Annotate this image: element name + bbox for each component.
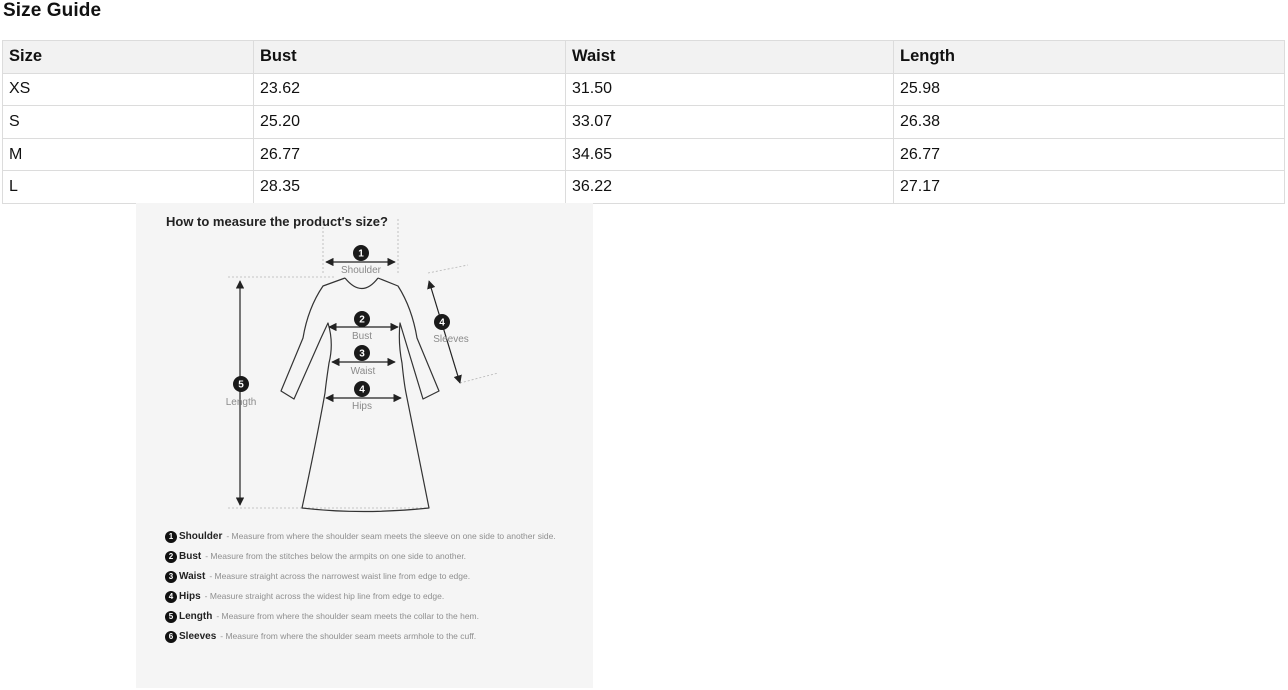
- legend-description: - Measure from the stitches below the armpits on one side to another.: [205, 551, 467, 561]
- hips-label: Hips: [351, 401, 373, 412]
- legend-number-badge: 4: [165, 591, 177, 603]
- table-row: [3, 73, 1285, 106]
- svg-text:1: 1: [358, 248, 364, 260]
- column-header-length: Length: [894, 41, 1285, 74]
- waist-label: Waist: [350, 366, 376, 377]
- legend-description: - Measure from where the shoulder seam meets the sleeve on one side to another side.: [226, 531, 556, 541]
- legend-item-sleeves: [165, 630, 575, 643]
- measurement-legend: [165, 530, 575, 650]
- svg-text:4: 4: [359, 384, 365, 396]
- cell-length: 27.17: [894, 171, 1285, 204]
- legend-item-bust: [165, 550, 575, 563]
- cell-size: S: [3, 106, 254, 139]
- cell-waist: 34.65: [566, 138, 894, 171]
- svg-text:3: 3: [359, 348, 365, 360]
- cell-waist: 31.50: [566, 73, 894, 106]
- hips-marker: [352, 381, 372, 412]
- cell-bust: 25.20: [254, 106, 566, 139]
- column-header-waist: Waist: [566, 41, 894, 74]
- sleeves-label: Sleeves: [433, 334, 469, 345]
- legend-number-badge: 5: [165, 611, 177, 623]
- length-label: Length: [225, 397, 257, 408]
- svg-text:4: 4: [439, 317, 445, 329]
- legend-number-badge: 1: [165, 531, 177, 543]
- sleeves-marker: [433, 314, 469, 345]
- legend-item-length: [165, 610, 575, 623]
- legend-description: - Measure from where the shoulder seam meets the collar to the hem.: [216, 611, 480, 621]
- cell-size: L: [3, 171, 254, 204]
- cell-length: 25.98: [894, 73, 1285, 106]
- cell-length: 26.38: [894, 106, 1285, 139]
- table-row: [3, 138, 1285, 171]
- table-row: [3, 171, 1285, 204]
- cell-waist: 36.22: [566, 171, 894, 204]
- measurement-arrows: [240, 262, 460, 505]
- measurement-guide-image: [136, 203, 593, 688]
- legend-description: - Measure straight across the narrowest waist line from edge to edge.: [209, 571, 471, 581]
- length-marker: [226, 376, 257, 408]
- cell-length: 26.77: [894, 138, 1285, 171]
- shoulder-marker: [341, 245, 382, 276]
- size-table: [2, 40, 1285, 204]
- bust-label: Bust: [351, 331, 373, 342]
- legend-description: - Measure from where the shoulder seam meets armhole to the cuff.: [220, 631, 477, 641]
- legend-item-shoulder: [165, 530, 575, 543]
- column-header-bust: Bust: [254, 41, 566, 74]
- cell-bust: 23.62: [254, 73, 566, 106]
- waist-marker: [351, 345, 376, 377]
- sleeves-arrow: [429, 281, 460, 383]
- legend-name: Shoulder: [179, 531, 223, 542]
- measurement-guide-title: How to measure the product's size?: [166, 214, 388, 229]
- legend-number-badge: 6: [165, 631, 177, 643]
- legend-name: Hips: [179, 591, 201, 602]
- legend-name: Sleeves: [179, 631, 217, 642]
- cell-bust: 26.77: [254, 138, 566, 171]
- legend-item-waist: [165, 570, 575, 583]
- legend-name: Length: [179, 611, 213, 622]
- cell-waist: 33.07: [566, 106, 894, 139]
- legend-number-badge: 3: [165, 571, 177, 583]
- legend-name: Waist: [179, 571, 206, 582]
- page-title: Size Guide: [3, 0, 102, 21]
- cell-size: M: [3, 138, 254, 171]
- table-row: [3, 106, 1285, 139]
- table-header-row: [3, 41, 1285, 74]
- legend-description: - Measure straight across the widest hip line from edge to edge.: [204, 591, 445, 601]
- cell-size: XS: [3, 73, 254, 106]
- legend-name: Bust: [179, 551, 202, 562]
- cell-bust: 28.35: [254, 171, 566, 204]
- legend-item-hips: [165, 590, 575, 603]
- shoulder-label: Shoulder: [340, 265, 382, 276]
- legend-number-badge: 2: [165, 551, 177, 563]
- dress-diagram: [136, 203, 593, 523]
- column-header-size: Size: [3, 41, 254, 74]
- svg-text:5: 5: [238, 379, 244, 391]
- svg-text:2: 2: [359, 314, 365, 326]
